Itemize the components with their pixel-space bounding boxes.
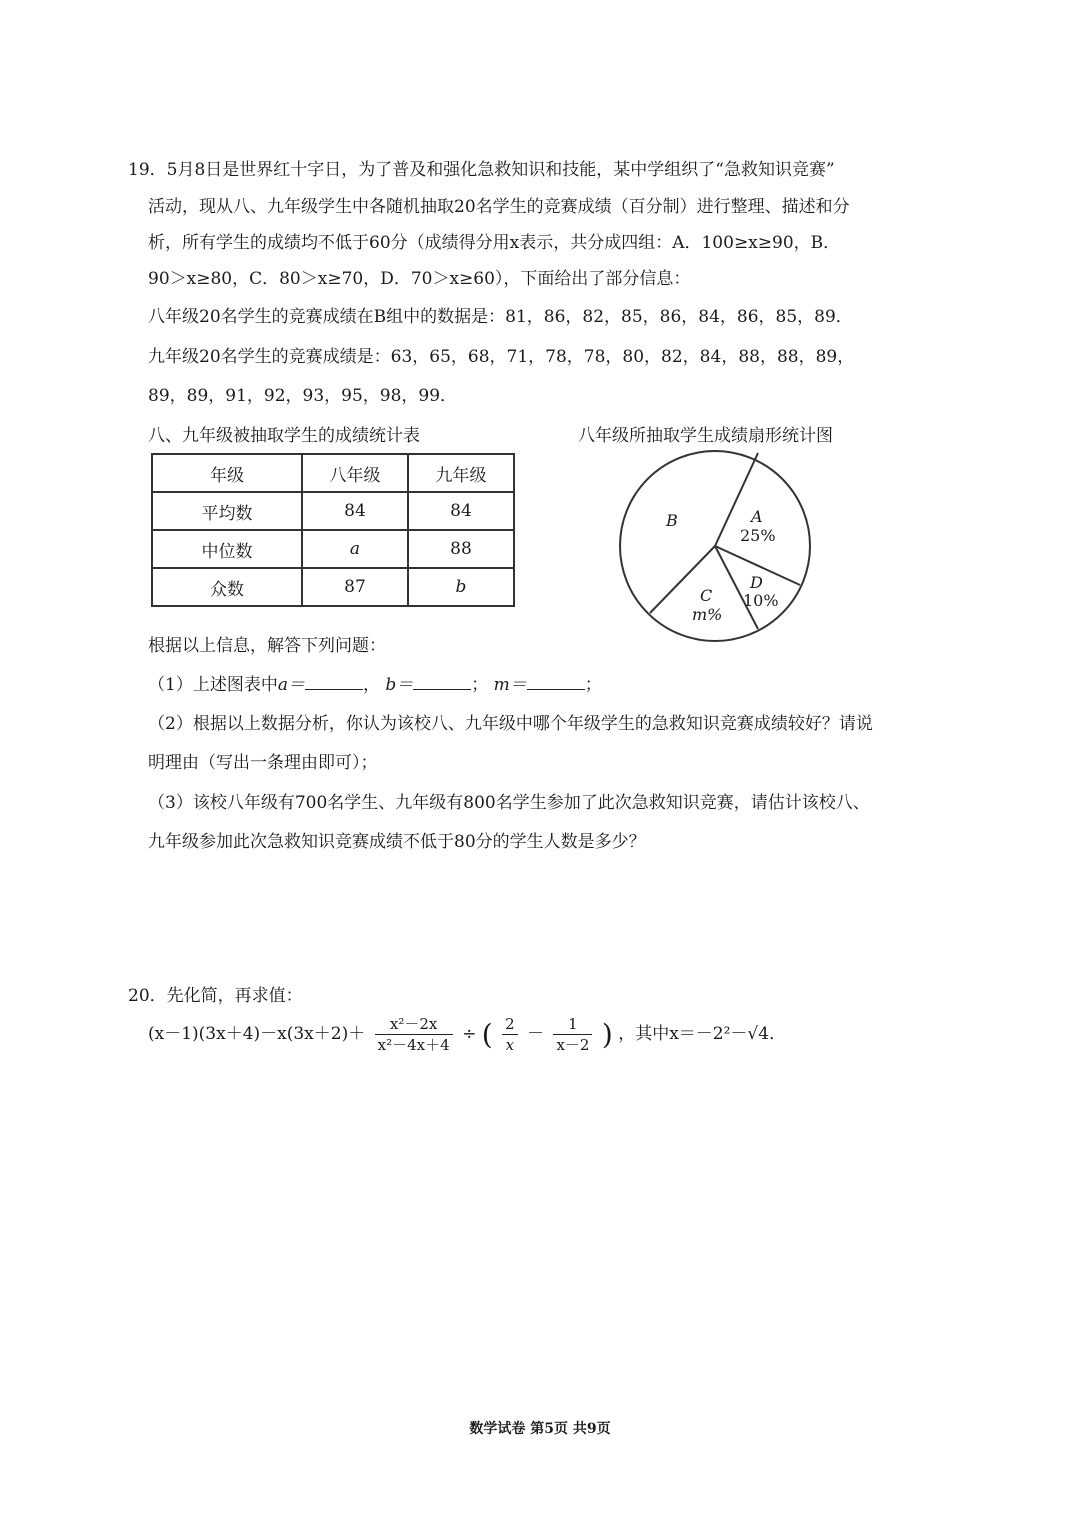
table-cell: b — [408, 568, 514, 606]
table-cell: 众数 — [152, 568, 302, 606]
pie-caption: 八年级所抽取学生成绩扇形统计图 — [578, 426, 833, 446]
q20-condition: ，其中x＝－2²－√4． — [618, 1024, 787, 1044]
q20-divide-sign: ÷ — [462, 1024, 477, 1044]
q19-sub2-line1: （2）根据以上数据分析，你认为该校八、九年级中哪个年级学生的急救知识竞赛成绩较好？请说 — [148, 714, 873, 734]
fraction-denominator: x－2 — [556, 1036, 590, 1054]
q20-fraction-3 — [553, 1014, 592, 1055]
q20-minus-sign: － — [527, 1024, 545, 1044]
page-footer: 数学试卷 第5页 共9页 — [469, 1421, 611, 1437]
q20-fraction-1 — [375, 1014, 453, 1055]
pie-pct-a: 25% — [740, 526, 776, 545]
q19-sub3-line1: （3）该校八年级有700名学生、九年级有800名学生参加了此次急救知识竞赛，请估计该校八、 — [148, 793, 870, 813]
table-cell: 87 — [302, 568, 408, 606]
q20-expression — [148, 1014, 786, 1055]
table-header-cell: 年级 — [152, 454, 302, 492]
pie-pct-d: 10% — [743, 591, 779, 610]
q19-grade8-data: 八年级20名学生的竞赛成绩在B组中的数据是：81，86，82，85，86，84，86，85，89． — [148, 307, 853, 327]
table-row — [152, 492, 514, 530]
fraction-numerator: 2 — [502, 1014, 518, 1035]
q19-line-4: 90＞x≥80，C．80＞x≥70，D．70＞x≥60），下面给出了部分信息： — [148, 269, 691, 289]
pie-chart — [600, 445, 830, 655]
pie-label-b: B — [666, 511, 678, 530]
fraction-numerator: 1 — [553, 1014, 592, 1035]
table-caption: 八、九年级被抽取学生的成绩统计表 — [148, 426, 420, 446]
table-cell: 84 — [408, 492, 514, 530]
right-paren: ) — [601, 1018, 613, 1051]
q19-prompt: 根据以上信息，解答下列问题： — [148, 636, 386, 656]
sub1-m-label: m＝ — [493, 675, 527, 695]
pie-label-a: A — [751, 507, 763, 526]
answer-blank-a[interactable] — [305, 675, 363, 690]
table-cell: 中位数 — [152, 530, 302, 568]
pie-pct-c: m% — [692, 605, 723, 624]
q20-fraction-2 — [502, 1014, 518, 1055]
table-header-cell: 八年级 — [302, 454, 408, 492]
q19-sub2-line2: 明理由（写出一条理由即可）； — [148, 753, 378, 773]
q20-expr-part1: (x－1)(3x＋4)－x(3x＋2)＋ — [148, 1024, 366, 1044]
q20-title: 20．先化简，再求值： — [128, 986, 303, 1006]
q19-line-1: 19．5月8日是世界红十字日，为了普及和强化急救知识和技能，某中学组织了“急救知识竞赛” — [128, 160, 835, 180]
sub1-sep: ， — [362, 675, 380, 695]
sub1-sep: ； — [471, 675, 489, 695]
q19-line-3: 析，所有学生的成绩均不低于60分（成绩得分用x表示，共分成四组：A．100≥x≥90，B． — [148, 233, 841, 253]
table-header-row — [152, 454, 514, 492]
q19-line-2: 活动，现从八、九年级学生中各随机抽取20名学生的竞赛成绩（百分制）进行整理、描述和分 — [148, 197, 850, 217]
pie-label-d: D — [750, 573, 763, 592]
table-header-cell: 九年级 — [408, 454, 514, 492]
q19-sub3-line2: 九年级参加此次急救知识竞赛成绩不低于80分的学生人数是多少？ — [148, 832, 646, 852]
table-cell: 84 — [302, 492, 408, 530]
sub1-sep: ； — [584, 675, 602, 695]
score-stats-table — [151, 453, 515, 607]
table-cell: a — [302, 530, 408, 568]
table-row — [152, 530, 514, 568]
fraction-denominator: x — [505, 1036, 515, 1054]
table-row — [152, 568, 514, 606]
answer-blank-m[interactable] — [527, 675, 585, 690]
table-cell: 88 — [408, 530, 514, 568]
sub1-b-label: b＝ — [385, 675, 414, 695]
q19-grade9-data-line1: 九年级20名学生的竞赛成绩是：63，65，68，71，78，78，80，82，84，88，88，89， — [148, 347, 855, 367]
sub1-prefix: （1）上述图表中 — [148, 675, 278, 695]
answer-blank-b[interactable] — [413, 675, 471, 690]
q19-sub1 — [148, 670, 602, 695]
fraction-numerator: x²－2x — [375, 1014, 453, 1035]
table-cell: 平均数 — [152, 492, 302, 530]
sub1-a-label: a＝ — [277, 675, 305, 695]
q19-grade9-data-line2: 89，89，91，92，93，95，98，99． — [148, 386, 458, 406]
fraction-denominator: x²－4x＋4 — [377, 1036, 450, 1054]
left-paren: ( — [481, 1018, 493, 1051]
pie-label-c: C — [700, 586, 713, 605]
